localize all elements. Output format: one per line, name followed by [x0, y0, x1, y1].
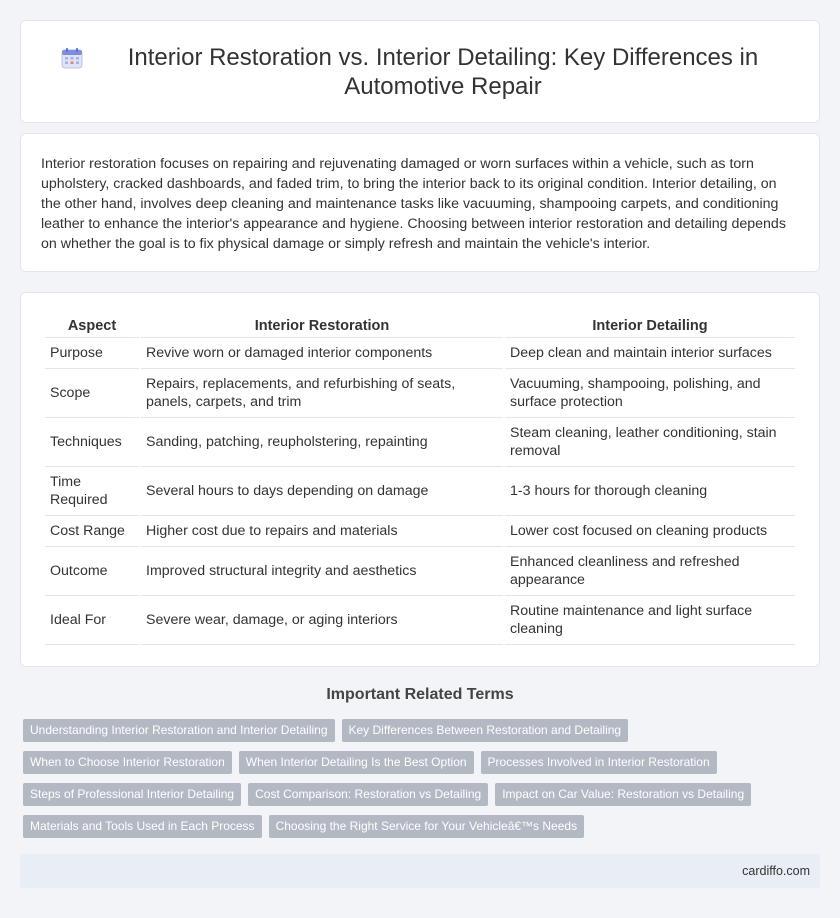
cell-detailing: Deep clean and maintain interior surfaces — [505, 338, 795, 369]
table-row — [45, 338, 795, 369]
related-terms-list — [23, 719, 823, 838]
cell-aspect: Scope — [45, 369, 139, 418]
cell-restoration: Severe wear, damage, or aging interiors — [141, 596, 503, 645]
related-terms-title: Important Related Terms — [326, 686, 514, 703]
related-term-link[interactable]: Choosing the Right Service for Your Vehicleâ€™s Needs — [269, 815, 585, 838]
intro-paragraph: Interior restoration focuses on repairing and rejuvenating damaged or worn surfaces within a vehicle, such as torn upholstery, cracked dashboards, and faded trim, to bring the interior back to its original condition. Interior detailing, on the other hand, involves deep cleaning and maintenance tasks like vacuuming, shampooing carpets, and conditioning leather to enhance the interior's appearance and hygiene. Choosing between interior restoration and detailing depends on whether the goal is to fix physical damage or simply refresh and maintain the vehicle's interior. — [41, 156, 786, 252]
cell-detailing: Routine maintenance and light surface cleaning — [505, 596, 795, 645]
cell-aspect: Purpose — [45, 338, 139, 369]
cell-aspect: Time Required — [45, 467, 139, 516]
cell-restoration: Revive worn or damaged interior components — [141, 338, 503, 369]
cell-aspect: Cost Range — [45, 516, 139, 547]
intro-card — [20, 133, 820, 272]
related-term-link[interactable]: Cost Comparison: Restoration vs Detailing — [248, 783, 488, 806]
header — [21, 21, 819, 122]
related-term-link[interactable]: When Interior Detailing Is the Best Option — [239, 751, 474, 774]
related-term-link[interactable]: Processes Involved in Interior Restoration — [481, 751, 717, 774]
table-row — [45, 369, 795, 418]
cell-aspect: Ideal For — [45, 596, 139, 645]
related-term-link[interactable]: Understanding Interior Restoration and Interior Detailing — [23, 719, 335, 742]
related-term-link[interactable]: Materials and Tools Used in Each Process — [23, 815, 262, 838]
cell-aspect: Outcome — [45, 547, 139, 596]
related-term-link[interactable]: Steps of Professional Interior Detailing — [23, 783, 241, 806]
table-row — [45, 596, 795, 645]
cell-restoration: Several hours to days depending on damage — [141, 467, 503, 516]
cell-detailing: Vacuuming, shampooing, polishing, and surface protection — [505, 369, 795, 418]
cell-restoration: Higher cost due to repairs and materials — [141, 516, 503, 547]
related-term-link[interactable]: Impact on Car Value: Restoration vs Detailing — [495, 783, 751, 806]
header-card — [20, 20, 820, 123]
cell-restoration: Sanding, patching, reupholstering, repainting — [141, 418, 503, 467]
footer-site-name: cardiffo.com — [742, 864, 810, 878]
table-row — [45, 547, 795, 596]
comparison-table-card — [20, 292, 820, 667]
header-aspect: Aspect — [45, 315, 139, 338]
cell-detailing: Steam cleaning, leather conditioning, stain removal — [505, 418, 795, 467]
cell-detailing: Lower cost focused on cleaning products — [505, 516, 795, 547]
calendar-icon — [61, 47, 83, 69]
table-row — [45, 418, 795, 467]
header-detailing: Interior Detailing — [505, 315, 795, 338]
table-row — [45, 467, 795, 516]
related-term-link[interactable]: When to Choose Interior Restoration — [23, 751, 232, 774]
cell-restoration: Repairs, replacements, and refurbishing of seats, panels, carpets, and trim — [141, 369, 503, 418]
cell-detailing: Enhanced cleanliness and refreshed appearance — [505, 547, 795, 596]
footer — [20, 854, 820, 888]
table-header-row — [45, 315, 795, 338]
page-title: Interior Restoration vs. Interior Detailing: Key Differences in Automotive Repair — [127, 43, 759, 100]
cell-detailing: 1-3 hours for thorough cleaning — [505, 467, 795, 516]
table-row — [45, 516, 795, 547]
comparison-table — [43, 315, 797, 645]
cell-restoration: Improved structural integrity and aesthetics — [141, 547, 503, 596]
header-restoration: Interior Restoration — [141, 315, 503, 338]
related-term-link[interactable]: Key Differences Between Restoration and Detailing — [342, 719, 629, 742]
cell-aspect: Techniques — [45, 418, 139, 467]
